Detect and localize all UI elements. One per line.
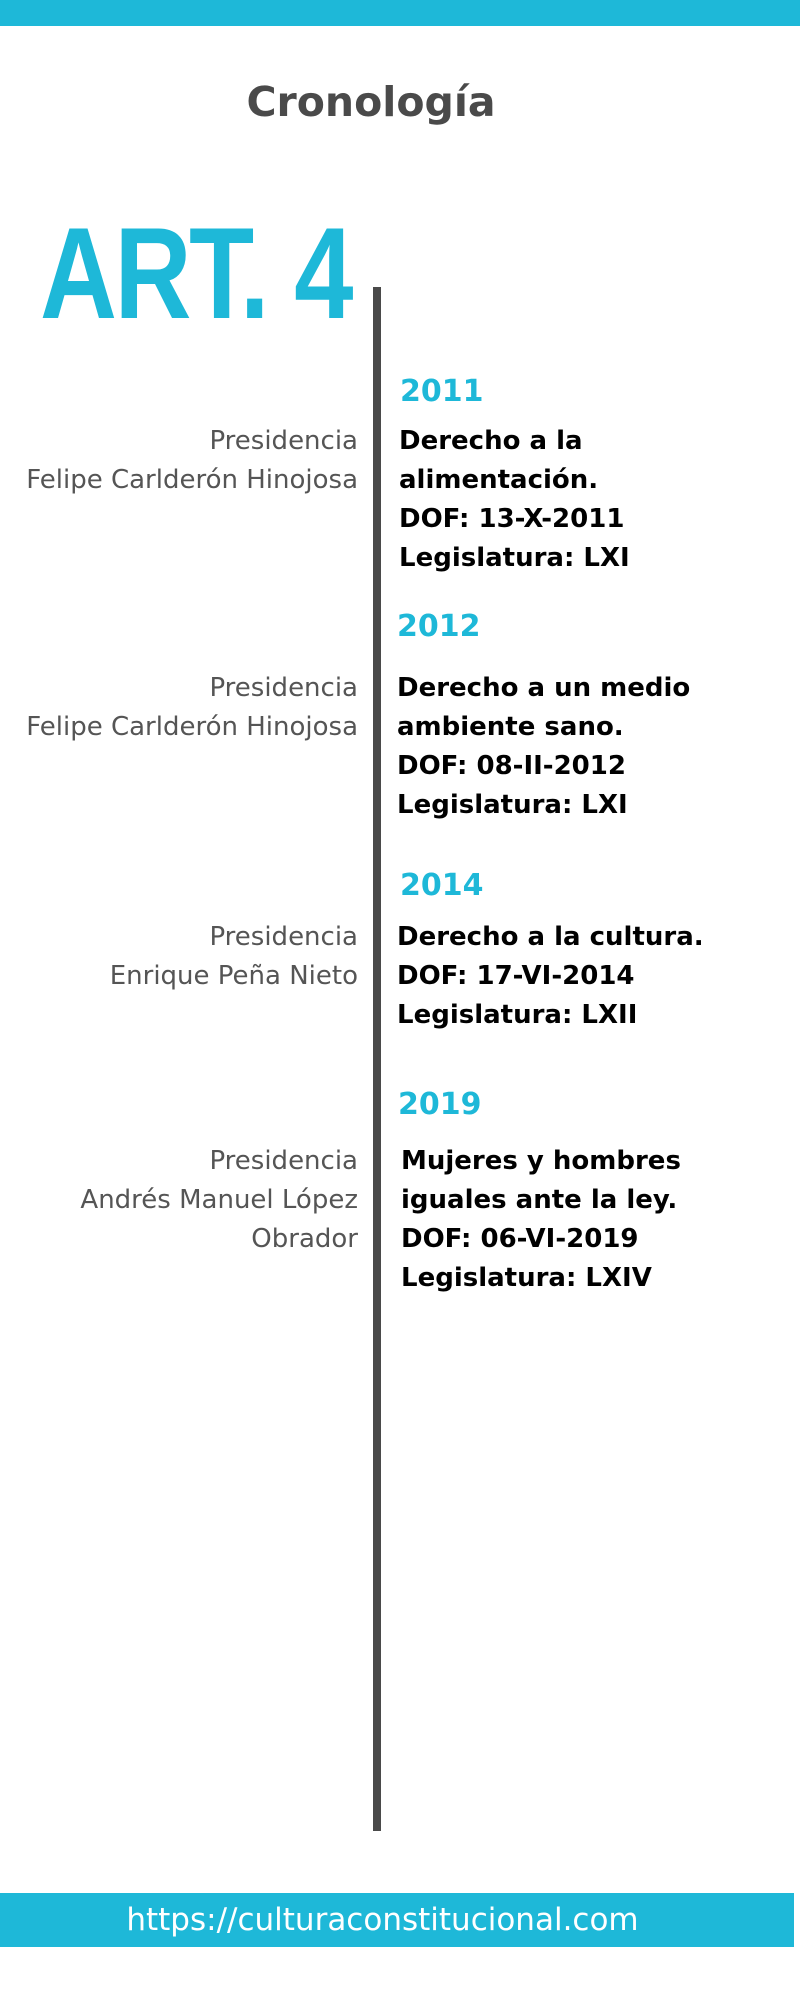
detail-line: Legislatura: LXI xyxy=(399,543,630,573)
footer-bar xyxy=(0,1893,794,1947)
entry-year: 2012 xyxy=(397,609,481,644)
page-title: Cronología xyxy=(246,78,496,126)
entry-year: 2011 xyxy=(400,374,484,409)
detail-line: Derecho a un medio xyxy=(397,673,691,703)
entry-presidency xyxy=(8,422,358,500)
website-link[interactable]: https://culturaconstitucional.com xyxy=(126,1902,639,1938)
entry-year: 2019 xyxy=(398,1087,482,1122)
top-accent-bar xyxy=(0,0,800,26)
presidency-label: Presidencia xyxy=(209,673,358,703)
entry-detail xyxy=(397,669,797,825)
detail-line: iguales ante la ley. xyxy=(401,1185,678,1215)
entry-year: 2014 xyxy=(400,868,484,903)
detail-line: DOF: 17-VI-2014 xyxy=(397,961,635,991)
detail-line: Legislatura: LXIV xyxy=(401,1263,652,1293)
detail-line: alimentación. xyxy=(399,465,599,495)
detail-line: Derecho a la xyxy=(399,426,583,456)
entry-presidency xyxy=(8,669,358,747)
entry-presidency xyxy=(8,918,358,996)
president-name: Andrés Manuel López xyxy=(80,1185,358,1215)
detail-line: Mujeres y hombres xyxy=(401,1146,681,1176)
detail-line: DOF: 13-X-2011 xyxy=(399,504,625,534)
president-name: Felipe Carlderón Hinojosa xyxy=(26,465,358,495)
president-name: Felipe Carlderón Hinojosa xyxy=(26,712,358,742)
president-name: Enrique Peña Nieto xyxy=(109,961,358,991)
detail-line: Legislatura: LXI xyxy=(397,790,628,820)
entry-detail xyxy=(399,422,799,578)
entry-detail xyxy=(397,918,797,1035)
detail-line: ambiente sano. xyxy=(397,712,624,742)
detail-line: DOF: 08-II-2012 xyxy=(397,751,626,781)
entry-presidency xyxy=(8,1142,358,1259)
presidency-label: Presidencia xyxy=(209,922,358,952)
detail-line: Derecho a la cultura. xyxy=(397,922,704,952)
article-title: ART. 4 xyxy=(40,200,352,346)
president-name: Obrador xyxy=(251,1224,358,1254)
detail-line: Legislatura: LXII xyxy=(397,1000,638,1030)
detail-line: DOF: 06-VI-2019 xyxy=(401,1224,639,1254)
presidency-label: Presidencia xyxy=(209,1146,358,1176)
entry-detail xyxy=(401,1142,800,1298)
presidency-label: Presidencia xyxy=(209,426,358,456)
timeline-line xyxy=(373,287,381,1831)
